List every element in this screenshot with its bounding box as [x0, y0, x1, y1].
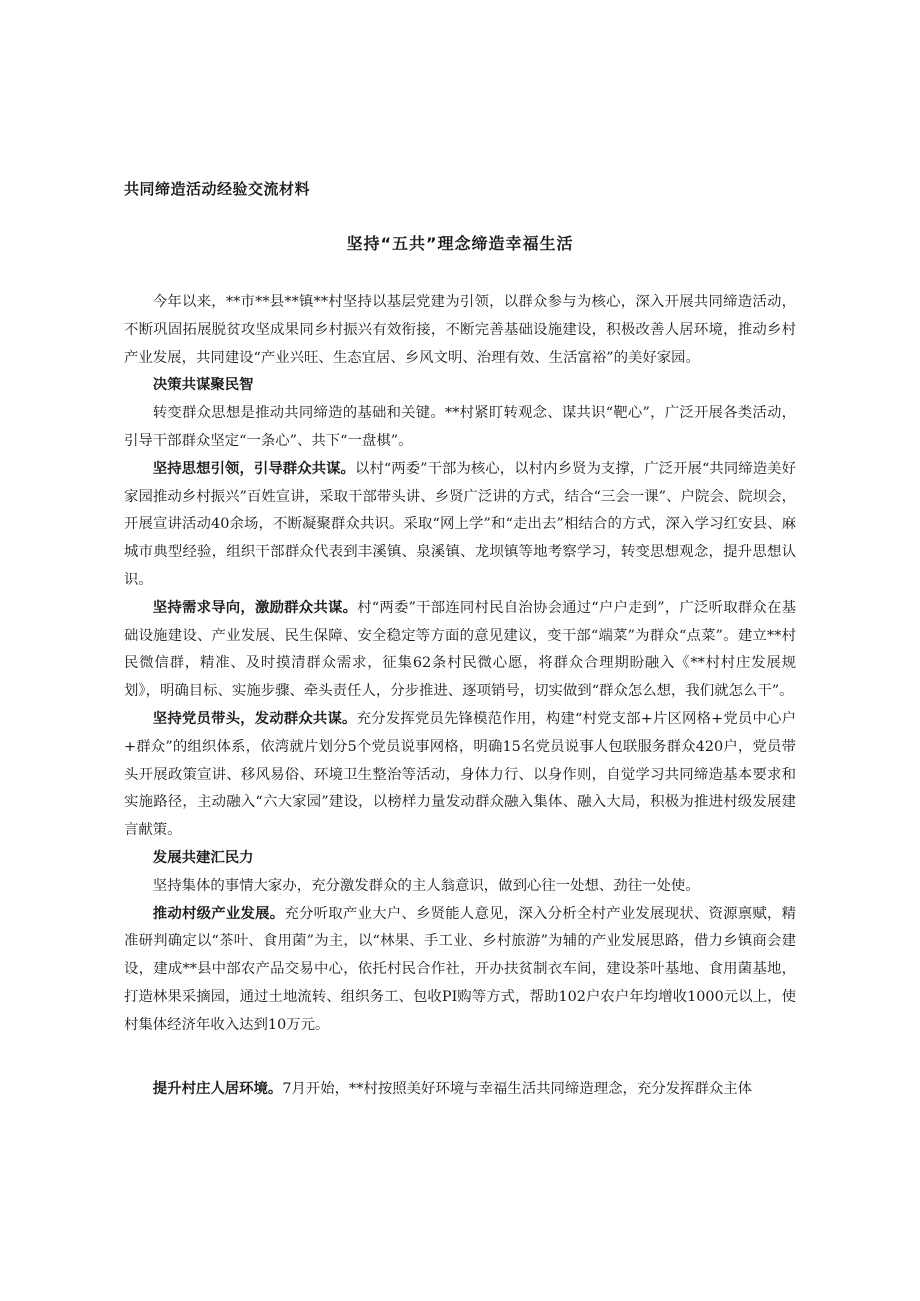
section-heading-development: 发展共建汇民力	[152, 849, 254, 866]
paragraph-gap	[124, 1040, 796, 1076]
section-intro-paragraph: 坚持集体的事情大家办，充分激发群众的主人翁意识，做到心往一处想、劲往一处使。	[152, 877, 700, 894]
paragraph-lead: 坚持思想引领，引导群众共谋。	[152, 460, 355, 477]
paragraph-lead: 坚持需求导向，激励群众共谋。	[152, 599, 358, 616]
body-paragraph: 坚持需求导向，激励群众共谋。村“两委”干部连同村民自治协会通过“户户走到”，广泛听取群众在基础设施建设、产业发展、民生保障、安全稳定等方面的意见建议，变干部“端菜”为群众“点菜”。建立**村民微信群，精准、及时摸清群众需求，征集62条村民微心愿，将群众合理期盼融入《**村村庄发展规划》，明确目标、实施步骤、牵头责任人，分步推进、逐项销号，切实做到“群众怎么想，我们就怎么干”。	[124, 599, 796, 700]
document-title: 坚持“五共”理念缔造幸福生活	[346, 234, 574, 253]
body-paragraph: 提升村庄人居环境。7月开始，**村按照美好环境与幸福生活共同缔造理念，充分发挥群众主体	[152, 1080, 752, 1097]
section-intro-paragraph: 转变群众思想是推动共同缔造的基础和关键。**村紧盯转观念、谋共识“靶心”，广泛开展各类活动，引导干部群众坚定“一条心”、共下“一盘棋”。	[124, 405, 796, 449]
paragraph-lead: 提升村庄人居环境。	[152, 1080, 283, 1097]
paragraph-lead: 坚持党员带头，发动群众共谋。	[152, 710, 357, 727]
body-paragraph: 推动村级产业发展。充分听取产业大户、乡贤能人意见，深入分析全村产业发展现状、资源禀赋，精准研判确定以“茶叶、食用菌”为主，以“林果、手工业、乡村旅游”为辅的产业发展思路，借力乡镇商会建设，建成**县中部农产品交易中心，依托村民合作社，开办扶贫制衣车间，建设茶叶基地、食用菌基地，打造林果采摘园，通过土地流转、组织务工、包收PI购等方式，帮助102户农户年均增收1000元以上，使村集体经济年收入达到10万元。	[124, 905, 796, 1033]
body-paragraph: 坚持党员带头，发动群众共谋。充分发挥党员先锋模范作用，构建“村党支部+片区网格+党员中心户+群众”的组织体系，依湾就片划分5个党员说事网格，明确15名党员说事人包联服务群众420户，党员带头开展政策宣讲、移风易俗、环境卫生整治等活动，身体力行、以身作则，自觉学习共同缔造基本要求和实施路径，主动融入“六大家园”建设，以榜样力量发动群众融入集体、融入大局，积极为推进村级发展建言献策。	[124, 710, 796, 839]
document-body	[124, 289, 796, 1103]
paragraph-lead: 推动村级产业发展。	[152, 905, 285, 922]
intro-paragraph: 今年以来，**市**县**镇**村坚持以基层党建为引领，以群众参与为核心，深入开展共同缔造活动，不断巩固拓展脱贫攻坚成果同乡村振兴有效衔接，不断完善基础设施建设，积极改善人居环境，推动乡村产业发展，共同建设“产业兴旺、生态宜居、乡风文明、治理有效、生活富裕”的美好家园。	[124, 294, 796, 366]
body-paragraph: 坚持思想引领，引导群众共谋。以村“两委”干部为核心，以村内乡贤为支撑，广泛开展“共同缔造美好家园推动乡村振兴”百姓宣讲，采取干部带头讲、乡贤广泛讲的方式，结合“三会一课”、户院会、院坝会，开展宣讲活动40余场，不断凝聚群众共识。采取“网上学”和“走出去”相结合的方式，深入学习红安县、麻城市典型经验，组织干部群众代表到丰溪镇、泉溪镇、龙坝镇等地考察学习，转变思想观念，提升思想认识。	[124, 460, 796, 588]
document-label: 共同缔造活动经验交流材料	[124, 180, 311, 198]
section-heading-decision: 决策共谋聚民智	[152, 377, 254, 394]
